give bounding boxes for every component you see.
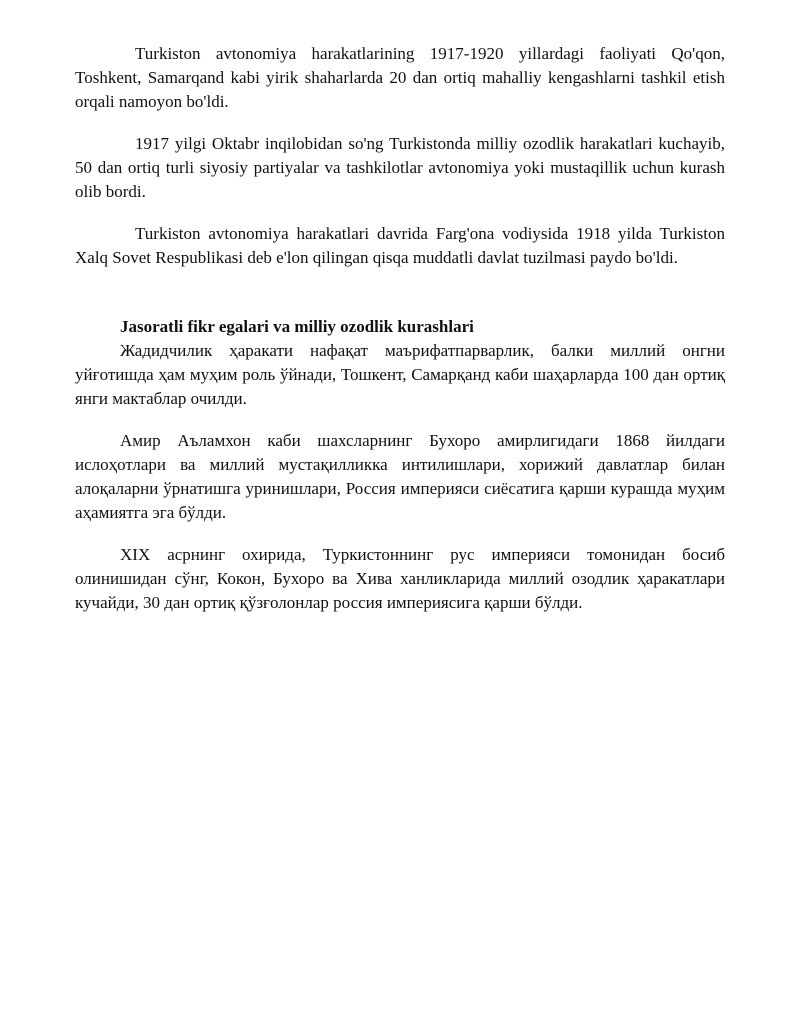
- latin-section: [75, 42, 725, 270]
- paragraph-autonomy-councils: Turkiston avtonomiya harakatlarining 1917-1920 yillardagi faoliyati Qo'qon, Toshkent, Samarqand kabi yirik shaharlarda 20 dan ortiq mahalliy kengashlarni tashkil etish orqali namoyon bo'ldi.: [75, 44, 725, 111]
- paragraph-khanates-uprisings: XIX асрнинг охирида, Туркистоннинг рус империяси томонидан босиб олинишидан сўнг, Кокон, Бухоро ва Хива ханликларида миллий озодлик ҳаракатлари кучайди, 30 дан ортиқ қўзғолонлар россия империясига қарши бўлди.: [75, 545, 725, 612]
- section-heading: Jasoratli fikr egalari va milliy ozodlik kurashlari: [120, 317, 474, 336]
- paragraph-jadidism: Жадидчилик ҳаракати нафақат маърифатпарварлик, балки миллий онгни уйғотишда ҳам муҳим роль ўйнади, Тошкент, Самарқанд каби шаҳарларда 100 дан ортиқ янги мактаблар очилди.: [75, 341, 725, 408]
- paragraph-fergana-valley: Turkiston avtonomiya harakatlari davrida Farg'ona vodiysida 1918 yilda Turkiston Xalq Sovet Respublikasi deb e'lon qilingan qisqa muddatli davlat tuzilmasi paydo bo'ldi.: [75, 224, 725, 267]
- cyrillic-section: [75, 315, 725, 615]
- paragraph-amir-reforms: Амир Аъламхон каби шахсларнинг Бухоро амирлигидаги 1868 йилдаги ислоҳотлари ва миллий мустақилликка интилишлари, хорижий давлатлар билан алоқаларни ўрнатишга уринишлари, Россия империяси сиёсатига қарши курашда муҳим аҳамиятга эга бўлди.: [75, 431, 725, 522]
- paragraph-october-revolution: 1917 yilgi Oktabr inqilobidan so'ng Turkistonda milliy ozodlik harakatlari kuchayib, 50 dan ortiq turli siyosiy partiyalar va tashkilotlar avtonomiya yoki mustaqillik uchun kurash olib bordi.: [75, 134, 725, 201]
